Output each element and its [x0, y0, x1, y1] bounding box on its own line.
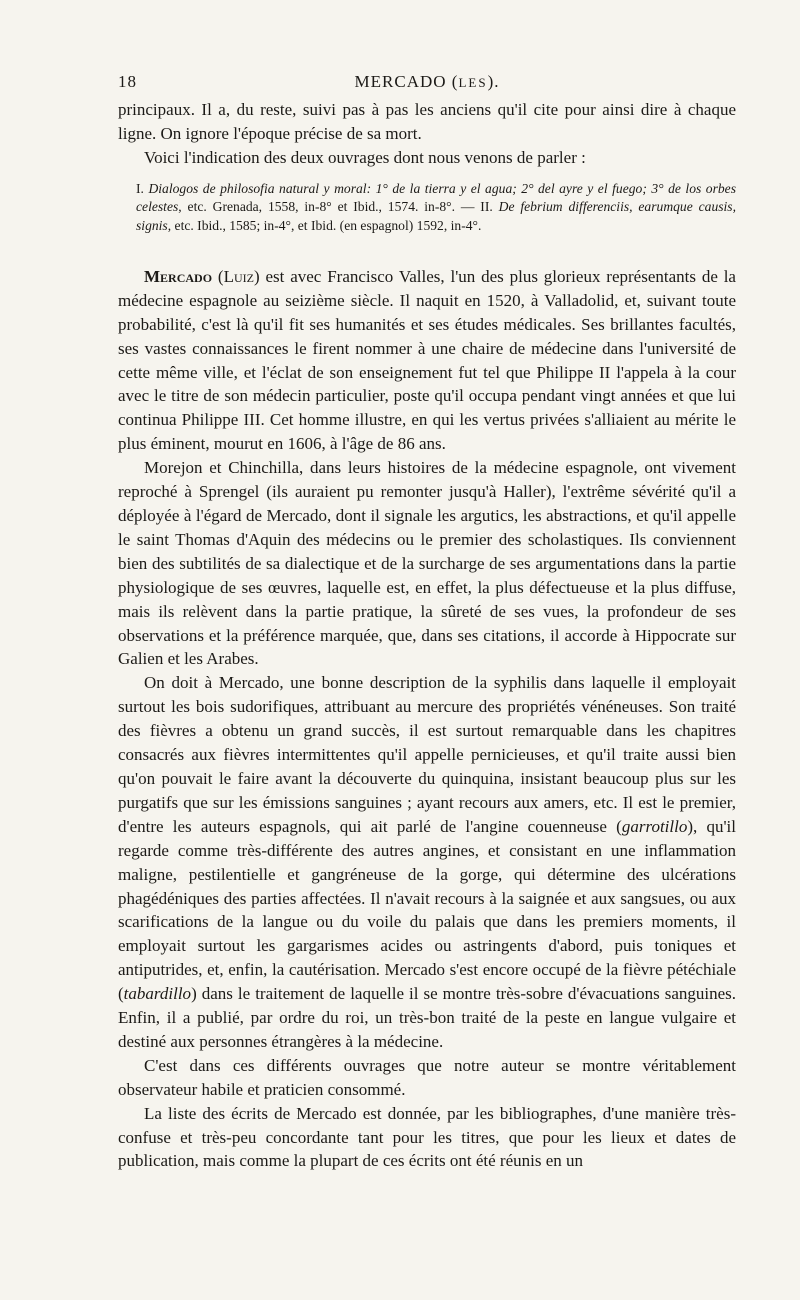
- running-title: [118, 72, 736, 92]
- entry-paragraph-5: La liste des écrits de Mercado est donnée, par les bibliographes, d'une manière très-confuse et très-peu concordante tant pour les titres, que pour les lieux et dates de publication, mais comme la plupart de ces écrits ont été réunis en un: [118, 1103, 736, 1171]
- entry-paragraph-4: C'est dans ces différents ouvrages que notre auteur se montre véritablement observateur habile et praticien consommé.: [118, 1055, 736, 1099]
- bibliography-note: [136, 180, 736, 235]
- biblio-numeral: I.: [136, 180, 144, 196]
- entry-paragraph-3-part-c: ) dans le traitement de laquelle il se montre très-sobre d'évacuations sanguines. Enfin, il a publié, par ordre du roi, un très-bon traité de la peste en langue vulgaire et destiné aux personnes étrangères à la médecine.: [118, 984, 736, 1051]
- page-header: [118, 72, 736, 98]
- entry-paragraph-3-part-a: On doit à Mercado, une bonne description de la syphilis dans laquelle il employait surtout les bois sudorifiques, attribuant au mercure des propriétés vénéneuses. Son traité des fièvres a obtenu un grand succès, il est surtout remarquable dans les chapitres consacrés aux fièvres intermittentes qu'il appelle pernicieuses, et qu'il traite aussi bien qu'on pouvait le faire avant la découverte du quinquina, insistant beaucoup plus sur les purgatifs que sur les émissions sanguines ; ayant recours aux amers, etc. Il est le premier, d'entre les auteurs espagnols, qui ait parlé de l'angine couenneuse (: [118, 673, 736, 836]
- entry-paragraph-3-part-b: ), qu'il regarde comme très-différente des autres angines, et consistant en une inflammation maligne, pestilentielle et gangréneuse de la gorge, qui détermine des ulcérations phagédéniques des parties affectées. Il n'avait recours à la saignée et aux sangsues, ou aux scarifications de la langue ou du voile du palais que dans les premiers moments, il employait surtout les gargarismes acides ou astringents d'abord, puis toniques et antiputrides, et, enfin, la cautérisation. Mercado s'est encore occupé de la fièvre pétéchiale (: [118, 816, 737, 1004]
- biblio-pub-2: , etc. Ibid., 1585; in-4°, et Ibid. (en espagnol) 1592, in-4°.: [167, 217, 482, 233]
- running-title-small: LES: [458, 75, 488, 90]
- term-tabardillo: tabardillo: [123, 984, 192, 1004]
- paragraph-intro-2: Voici l'indication des deux ouvrages dont nous venons de parler :: [144, 147, 586, 167]
- entry-firstname: Luiz: [223, 266, 254, 286]
- entry-paragraph-1: Mercado (Luiz) est avec Francisco Valles, l'un des plus glorieux représentants de la médecine espagnole au seizième siècle. Il naquit en 1520, à Valladolid, et, suivant toute probabilité, c'est là qu'il fit ses humanités et ses études médicales. Ses brillantes facultés, ses vastes connaissances le firent nommer à une chaire de médecine dans l'université de cette même ville, et l'éclat de son enseignement fut tel que Philippe II l'appela à la cour avec le titre de son médecin particulier, poste qu'il occupa pendant vingt années et que lui continua Philippe III. Cet homme illustre, en qui les vertus privées s'alliaient au mérite le plus éminent, mourut en 1606, à l'âge de 86 ans.: [118, 266, 736, 454]
- document-page: [118, 72, 736, 1173]
- term-garrotillo: garrotillo: [621, 816, 688, 836]
- entry-paragraph-3: [118, 671, 736, 1054]
- biblio-title-2: De febrium differenciis, earumque causis, signis: [136, 199, 736, 233]
- mercado-entry: [118, 265, 736, 1173]
- page-number: 18: [118, 72, 137, 91]
- running-title-end: ).: [487, 72, 500, 91]
- running-title-main: MERCADO (: [354, 72, 459, 91]
- entry-paragraph-2: Morejon et Chinchilla, dans leurs histoires de la médecine espagnole, ont vivement reproché à Sprengel (ils auraient pu remonter jusqu'à Haller), l'extrême sévérité qu'il a déployée à l'égard de Mercado, dont il signale les argutics, les abstractions, et qu'il appelle le saint Thomas d'Aquin des médecins ou le premier des scholastiques. Ils conviennent bien des subtilités de sa dialectique et de la surcharge de ses argumentations dans la partie physiologique de ses œuvres, laquelle est, en effet, la plus défectueuse et la plus diffuse, mais ils relèvent dans la partie pratique, la sûreté de ses vues, la profondeur de ses observations et la préférence marquée, que, dans ses citations, il accorde à Hippocrate sur Galien et les Arabes.: [118, 458, 736, 669]
- entry-paragraph-1-text: est avec Francisco Valles, l'un des plus glorieux représentants de la médecine espagnole au seizième siècle. Il naquit en 1520, à Valladolid, et, suivant toute probabilité, c'est là qu'il fit ses humanités et ses études médicales. Ses brillantes facultés, ses vastes connaissances le firent nommer à une chaire de médecine dans l'université de cette même ville, et l'éclat de son enseignement fut tel que Philippe II l'appela à la cour avec le titre de son médecin particulier, poste qu'il occupa pendant vingt années et que lui continua Philippe III. Cet homme illustre, en qui les vertus privées s'alliaient au mérite le plus éminent, mourut en 1606, à l'âge de 86 ans.: [118, 266, 736, 454]
- paragraph-intro-1: principaux. Il a, du reste, suivi pas à pas les anciens qu'il cite pour ainsi dire à chaque ligne. On ignore l'époque précise de sa mort.: [118, 100, 736, 143]
- biblio-title-1: Dialogos de philosofia natural y moral: 1° de la tierra y el agua; 2° del ayre y el fuego; 3° de los orbes celestes: [136, 180, 736, 215]
- entry-headword: Mercado: [144, 266, 213, 286]
- biblio-pub-1: , etc. Grenada, 1558, in-8° et Ibid., 1574. in-8°. — II.: [178, 199, 493, 215]
